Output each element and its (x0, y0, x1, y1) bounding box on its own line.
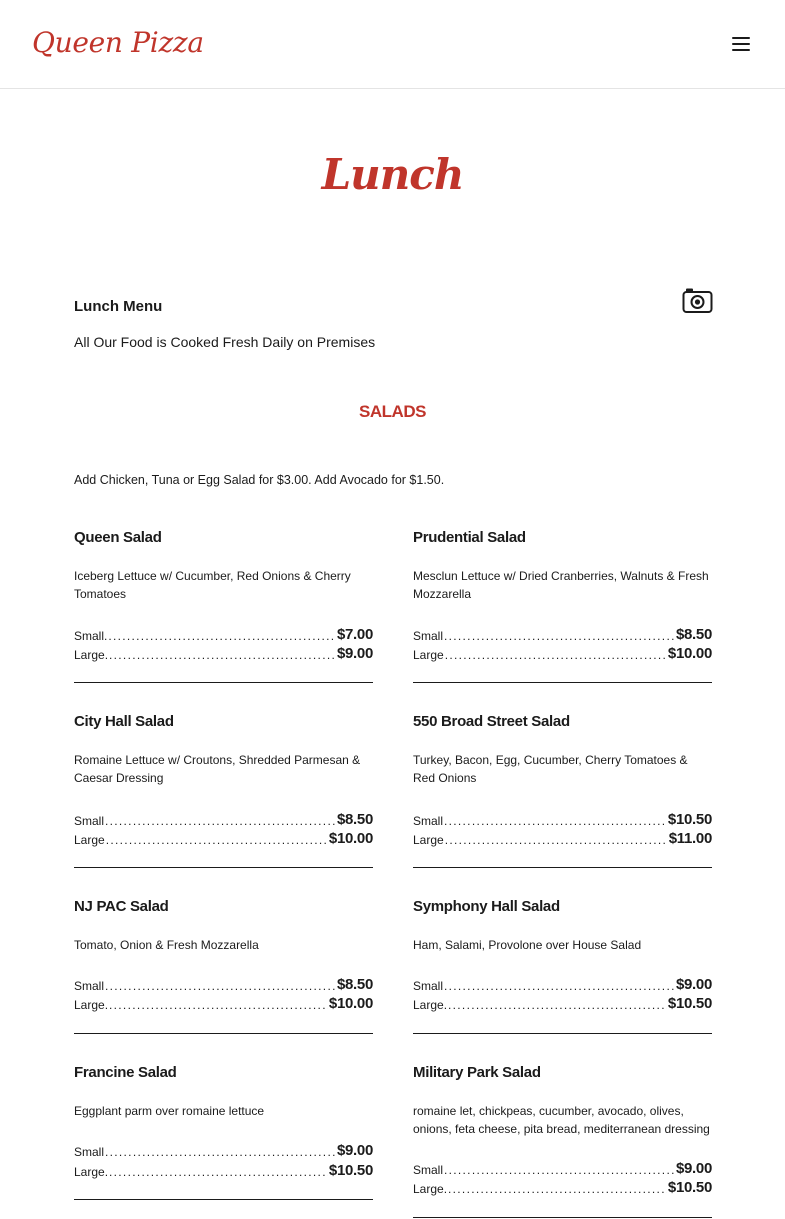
price-size: Small (74, 1145, 105, 1159)
price-row (74, 973, 373, 993)
price-row (413, 623, 712, 643)
price-amount: $10.50 (667, 1179, 712, 1196)
price-row (413, 808, 712, 828)
price-amount: $10.50 (328, 1162, 373, 1179)
price-size: Large. (413, 1182, 448, 1196)
menu-item-name: 550 Broad Street Salad (413, 713, 570, 730)
price-leader (444, 629, 675, 643)
price-leader (445, 833, 668, 847)
price-row (74, 642, 373, 662)
price-row (74, 992, 373, 1012)
price-leader (108, 629, 336, 643)
section-note: Add Chicken, Tuna or Egg Salad for $3.00. Add Avocado for $1.50. (74, 473, 445, 487)
price-size: Large. (74, 648, 109, 662)
price-amount: $10.00 (667, 645, 712, 662)
price-amount: $10.00 (328, 830, 373, 847)
price-size: Small (413, 629, 444, 643)
price-amount: $9.00 (675, 1160, 712, 1177)
price-amount: $8.50 (675, 626, 712, 643)
price-leader (106, 833, 328, 847)
menu-item-description: Romaine Lettuce w/ Croutons, Shredded Parmesan & Caesar Dressing (74, 753, 361, 785)
page-title: Lunch (321, 150, 464, 199)
price-leader (445, 648, 667, 662)
menu-item-card (413, 898, 712, 1034)
price-amount: $10.50 (667, 995, 712, 1012)
price-size: Small (74, 979, 105, 993)
price-leader (109, 998, 328, 1012)
price-amount: $11.00 (668, 830, 712, 847)
menu-item-description: romaine let, chickpeas, cucumber, avocado, olives, onions, feta cheese, pita bread, mediterranean dressing (413, 1104, 710, 1136)
menu-item-name: NJ PAC Salad (74, 898, 169, 915)
price-size: Large. (74, 1165, 109, 1179)
price-size: Large. (413, 998, 448, 1012)
menu-item-card (413, 529, 712, 683)
price-leader (109, 1165, 328, 1179)
price-leader (444, 979, 675, 993)
menu-item-card (74, 898, 373, 1034)
price-leader (448, 998, 667, 1012)
menu-item-card (413, 1064, 712, 1218)
menu-subtitle: All Our Food is Cooked Fresh Daily on Premises (74, 334, 376, 350)
price-amount: $7.00 (336, 626, 373, 643)
price-leader (448, 1182, 667, 1196)
price-size: Large (413, 833, 444, 847)
menu-item-card (413, 713, 712, 868)
brand-logo[interactable]: Queen Pizza (32, 26, 204, 59)
menu-item-name: Queen Salad (74, 529, 162, 546)
hamburger-menu-icon[interactable] (729, 32, 753, 56)
price-row (413, 642, 712, 662)
price-row (74, 808, 373, 828)
price-size: Small (413, 814, 444, 828)
price-leader (105, 979, 336, 993)
price-row (413, 827, 712, 847)
price-row (74, 1159, 373, 1179)
menu-item-card (74, 1064, 373, 1200)
price-size: Large (74, 833, 105, 847)
price-amount: $8.50 (336, 811, 373, 828)
price-amount: $9.00 (336, 1142, 373, 1159)
price-leader (444, 1163, 675, 1177)
price-row (413, 1157, 712, 1177)
price-size: Small (413, 979, 444, 993)
price-amount: $10.50 (667, 811, 712, 828)
menu-item-card (74, 529, 373, 683)
menu-item-name: Military Park Salad (413, 1064, 541, 1081)
menu-item-description: Iceberg Lettuce w/ Cucumber, Red Onions & Cherry Tomatoes (74, 569, 351, 601)
camera-icon[interactable] (682, 287, 713, 314)
site-header (0, 0, 785, 89)
menu-item-name: Symphony Hall Salad (413, 898, 560, 915)
section-title-salads: SALADS (359, 402, 426, 421)
menu-item-description: Turkey, Bacon, Egg, Cucumber, Cherry Tomatoes & Red Onions (413, 753, 688, 785)
menu-item-description: Ham, Salami, Provolone over House Salad (413, 938, 642, 952)
price-leader (109, 648, 336, 662)
menu-item-name: City Hall Salad (74, 713, 174, 730)
price-size: Small (74, 814, 105, 828)
price-row (413, 1176, 712, 1196)
price-leader (444, 814, 667, 828)
price-amount: $9.00 (336, 645, 373, 662)
price-amount: $9.00 (675, 976, 712, 993)
price-size: Large. (74, 998, 109, 1012)
price-size: Large (413, 648, 444, 662)
menu-item-card (74, 713, 373, 868)
price-size: Small (413, 1163, 444, 1177)
price-size: Small. (74, 629, 108, 643)
menu-item-description: Eggplant parm over romaine lettuce (74, 1104, 265, 1118)
price-row (74, 1139, 373, 1159)
price-amount: $8.50 (336, 976, 373, 993)
menu-item-description: Mesclun Lettuce w/ Dried Cranberries, Walnuts & Fresh Mozzarella (413, 569, 709, 601)
menu-heading: Lunch Menu (74, 298, 163, 315)
menu-item-name: Francine Salad (74, 1064, 177, 1081)
price-row (74, 827, 373, 847)
price-row (413, 992, 712, 1012)
menu-item-description: Tomato, Onion & Fresh Mozzarella (74, 938, 259, 952)
price-leader (105, 814, 336, 828)
price-leader (105, 1145, 336, 1159)
price-amount: $10.00 (328, 995, 373, 1012)
price-row (74, 623, 373, 643)
menu-item-name: Prudential Salad (413, 529, 526, 546)
price-row (413, 973, 712, 993)
